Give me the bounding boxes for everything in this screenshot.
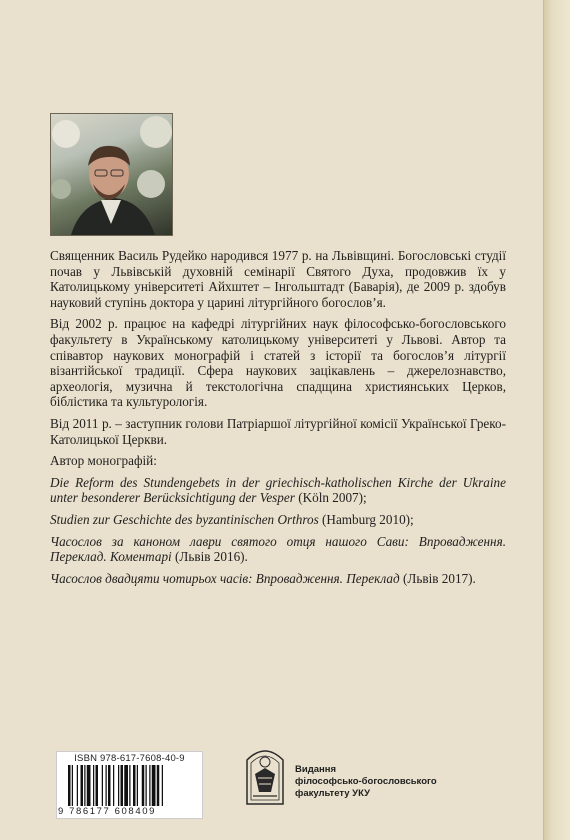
monograph-note: (Львів 2017). xyxy=(399,570,476,586)
monograph-title: Studien zur Geschichte des byzantinischen Orthros xyxy=(50,511,319,527)
publisher-info xyxy=(295,764,437,800)
book-spine-edge xyxy=(543,0,570,840)
barcode-bar xyxy=(93,765,94,806)
barcode-bar xyxy=(77,765,78,806)
monograph-note: (Hamburg 2010); xyxy=(318,511,414,527)
author-bio xyxy=(50,248,506,592)
barcode-bar xyxy=(157,765,160,806)
barcode-bar xyxy=(146,765,147,806)
isbn-number: ISBN 978-617-7608-40-9 xyxy=(74,753,185,764)
barcode-bar xyxy=(96,765,99,806)
barcode-bar xyxy=(72,765,73,806)
author-photo xyxy=(50,113,173,236)
barcode-bar xyxy=(108,765,111,806)
barcode-bar xyxy=(124,765,128,806)
barcode-bar xyxy=(113,765,114,806)
barcode-bar xyxy=(68,765,71,806)
barcode-bar xyxy=(129,765,130,806)
barcode-bar xyxy=(84,765,85,806)
barcode-bar xyxy=(106,765,107,806)
monograph-title: Die Reform des Stundengebets in der griechisch-katholischen Kirche der Ukraine unter besonderer Berücksichtigung der Vesper xyxy=(50,474,506,506)
monograph-item xyxy=(50,534,506,565)
monograph-title: Часослов двадцяти чотирьох часів: Впровадження. Переклад xyxy=(50,570,400,586)
monographs-heading: Автор монографій: xyxy=(50,453,157,469)
monograph-note: (Львів 2016). xyxy=(171,549,248,565)
barcode-bar xyxy=(133,765,136,806)
barcode-bar xyxy=(81,765,84,806)
bio-paragraph-3: Від 2011 р. – заступник голови Патріаршої літургійної комісії Української Греко-Католицької Церкви. xyxy=(50,415,506,447)
barcode-bar xyxy=(142,765,145,806)
barcode-bar xyxy=(152,765,156,806)
isbn-barcode xyxy=(56,751,203,819)
publisher-line-2: філософсько-богословського xyxy=(295,776,437,787)
monograph-item xyxy=(50,512,506,528)
bio-paragraph-1: Священник Василь Рудейко народився 1977 р. на Львівщині. Богословські студії почав у Львівській духовній семінарії Святого Духа, продовжив їх у Католицькому університеті Айхштет – Інгольштадт (Баварія), де 2009 р. здобув науковий ступінь доктора у царині літургійного богослов’я. xyxy=(50,248,506,310)
monograph-item xyxy=(50,475,506,506)
barcode-bar xyxy=(162,765,163,806)
barcode-bar xyxy=(149,765,150,806)
barcode-bars xyxy=(66,765,194,806)
monograph-item xyxy=(50,571,506,587)
barcode-bar xyxy=(137,765,138,806)
bio-paragraph-2: Від 2002 р. працює на кафедрі літургійних наук філософсько-богословського факультету в Українському католицькому університеті у Львові. Автор та співавтор наукових монографій і статей з історії та богослов’я літургії візантійської традиції. Сфера наукових зацікавлень – джерелознавство, археологія, музична й текстологічна спадщина християнських Церков, біблістика та культурологія. xyxy=(50,316,506,410)
barcode-bar xyxy=(121,765,124,806)
barcode-bar xyxy=(87,765,91,806)
ean-digits: 9 786177 608409 xyxy=(58,806,156,817)
barcode-bar xyxy=(102,765,103,806)
publisher-line-1: Видання xyxy=(295,764,337,775)
university-emblem-icon xyxy=(243,744,287,808)
publisher-line-3: факультету УКУ xyxy=(295,788,371,799)
monograph-title: Часослов за каноном лаври святого отця нашого Сави: Впровадження. Переклад. Коментарі xyxy=(50,533,506,565)
monograph-note: (Köln 2007); xyxy=(294,490,367,506)
barcode-bar xyxy=(118,765,119,806)
